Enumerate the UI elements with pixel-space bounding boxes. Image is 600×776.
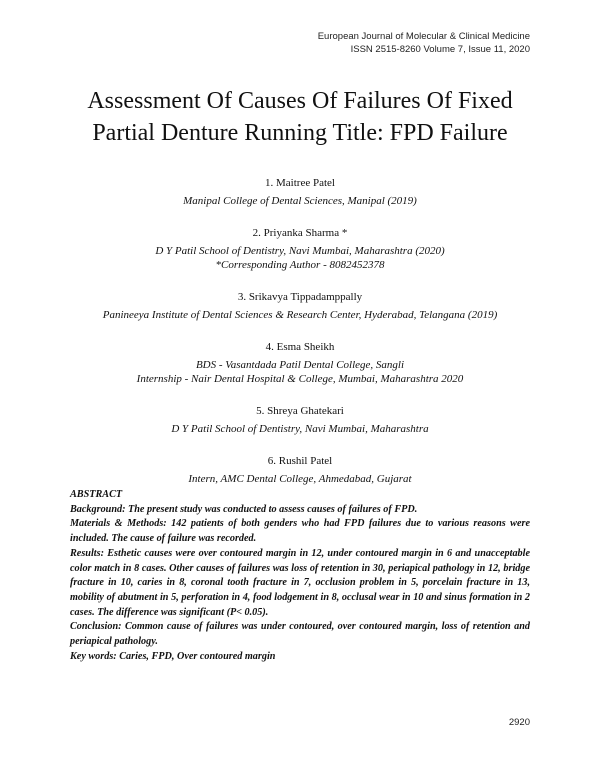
author-affiliation: Intern, AMC Dental College, Ahmedabad, Gujarat — [188, 473, 412, 485]
page-number: 2920 — [508, 717, 530, 728]
author-name: 3. Srikavya Tippadamppally — [237, 291, 363, 303]
journal-name: European Journal of Molecular & Clinical Medicine — [317, 31, 530, 42]
abstract-results: Results: Esthetic causes were over contoured margin in 12, under contoured margin in 6 and unacceptable color match in 8 cases. Other causes of failures was loss of retention in 30, periapical pathology in 12, bridge fracture in 10, caries in 8, coronal tooth fracture in 7, occlusion problem in 5, porcelain fracture in 13, mobility of abutment in 5, perforation in 4, food lodgement in 8, occlusal wear in 10 and sinus formation in 2 cases. The difference was significant (P< 0.05). — [70, 547, 530, 618]
author-block — [20, 176, 580, 208]
abstract-keywords: Key words: Caries, FPD, Over contoured margin — [70, 650, 276, 662]
author-affiliation: D Y Patil School of Dentistry, Navi Mumbai, Maharashtra — [171, 423, 429, 435]
corresponding-author-note: *Corresponding Author - 8082452378 — [215, 259, 385, 271]
journal-header — [318, 30, 530, 56]
author-block — [20, 340, 580, 386]
author-name: 1. Maitree Patel — [265, 177, 335, 189]
author-affiliation: Panineeya Institute of Dental Sciences & Research Center, Hyderabad, Telangana (2019) — [102, 309, 498, 321]
abstract-background: Background: The present study was conducted to assess causes of failures of FPD. — [70, 503, 418, 515]
author-affiliation: Manipal College of Dental Sciences, Manipal (2019) — [183, 195, 417, 207]
author-name: 2. Priyanka Sharma * — [252, 227, 348, 239]
paper-title-line-1: Assessment Of Causes Of Failures Of Fixed — [87, 88, 513, 114]
abstract-section — [70, 488, 530, 664]
author-block — [20, 226, 580, 272]
author-name: 4. Esma Sheikh — [265, 341, 335, 353]
author-name: 6. Rushil Patel — [267, 455, 333, 467]
abstract-methods: Materials & Methods: 142 patients of both genders who had FPD failures due to various reasons were included. The cause of failure was recorded. — [70, 518, 530, 545]
author-list — [20, 176, 580, 504]
author-affiliation: Internship - Nair Dental Hospital & College, Mumbai, Maharashtra 2020 — [136, 373, 464, 385]
abstract-heading: ABSTRACT — [70, 489, 123, 500]
paper-title — [40, 85, 560, 149]
abstract-conclusion: Conclusion: Common cause of failures was under contoured, over contoured margin, loss of retention and periapical pathology. — [70, 621, 530, 648]
author-affiliation: D Y Patil School of Dentistry, Navi Mumbai, Maharashtra (2020) — [155, 245, 445, 257]
issn-volume-issue: ISSN 2515-8260 Volume 7, Issue 11, 2020 — [350, 44, 530, 55]
author-affiliation: BDS - Vasantdada Patil Dental College, Sangli — [195, 359, 405, 371]
author-block — [20, 404, 580, 436]
author-block — [20, 290, 580, 322]
paper-title-line-2: Partial Denture Running Title: FPD Failure — [92, 120, 508, 146]
author-name: 5. Shreya Ghatekari — [256, 405, 344, 417]
author-block — [20, 454, 580, 486]
